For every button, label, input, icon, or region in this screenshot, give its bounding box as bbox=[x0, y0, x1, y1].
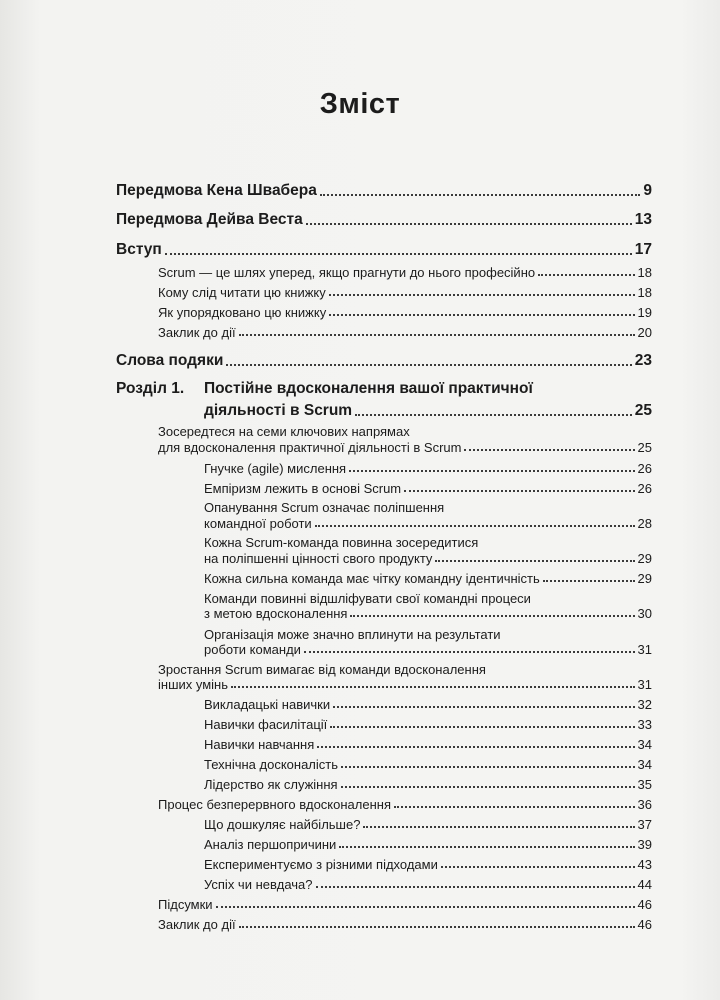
toc-page-number: 13 bbox=[634, 211, 652, 228]
toc-entry-growing-scrum bbox=[158, 677, 652, 692]
toc-page-number: 33 bbox=[637, 717, 652, 732]
toc-page-number: 36 bbox=[637, 797, 652, 812]
toc-entry-text: Підсумки bbox=[158, 897, 213, 912]
toc-entry-text: Передмова Дейва Веста bbox=[116, 211, 303, 228]
toc-entry-text-line2: роботи команди bbox=[204, 642, 301, 657]
toc-page-number: 44 bbox=[637, 877, 652, 892]
toc-entry-facilitation-skills bbox=[204, 717, 652, 732]
leader-dots bbox=[329, 294, 635, 296]
toc-page-number: 46 bbox=[637, 897, 652, 912]
leader-dots bbox=[341, 786, 635, 788]
toc-entry-text-line2: командної роботи bbox=[204, 516, 312, 531]
toc-entry-organization-impact bbox=[204, 642, 652, 657]
toc-page-number: 32 bbox=[637, 697, 652, 712]
toc-entry-text-line1: Організація може значно вплинути на результати bbox=[204, 627, 501, 642]
toc-page-number: 18 bbox=[637, 285, 652, 300]
toc-entry-teaching-skills bbox=[204, 697, 652, 712]
leader-dots bbox=[339, 846, 634, 848]
toc-entry-text: Заклик до дії bbox=[158, 325, 236, 340]
chapter-label: Розділ 1. bbox=[116, 380, 185, 397]
leader-dots bbox=[363, 826, 634, 828]
toc-page-number: 31 bbox=[637, 677, 652, 692]
toc-entry-text-line1: Кожна Scrum-команда повинна зосередитися bbox=[204, 535, 479, 550]
toc-entry-text-line2: інших умінь bbox=[158, 677, 229, 692]
toc-page-number: 18 bbox=[637, 265, 652, 280]
leader-dots bbox=[341, 766, 635, 768]
toc-entry-text-line1: Опанування Scrum означає поліпшення bbox=[204, 500, 445, 515]
leader-dots bbox=[226, 364, 631, 366]
toc-page-number: 23 bbox=[634, 352, 652, 369]
toc-page-number: 19 bbox=[637, 305, 652, 320]
toc-page-number: 37 bbox=[637, 817, 652, 832]
toc-entry-text: Що дошкуляє найбільше? bbox=[204, 817, 361, 832]
toc-entry-text: Успіх чи невдача? bbox=[204, 877, 313, 892]
toc-entry-who-should-read bbox=[158, 285, 652, 300]
toc-entry-text: Гнучке (agile) мислення bbox=[204, 461, 347, 476]
toc-entry-text-line2: для вдосконалення практичної діяльності в Scrum bbox=[158, 440, 462, 455]
toc-entry-teamwork bbox=[204, 516, 652, 531]
toc-entry-text: Scrum — це шлях уперед, якщо прагнути до нього професійно bbox=[158, 265, 536, 280]
toc-entry-agile-mindset bbox=[204, 461, 652, 476]
toc-entry-empiricism bbox=[204, 481, 652, 496]
toc-page-number: 9 bbox=[643, 182, 652, 199]
chapter-title-line1: Постійне вдосконалення вашої практичної bbox=[204, 380, 533, 397]
toc-entry-text-line2: з метою вдосконалення bbox=[204, 606, 348, 621]
leader-dots bbox=[329, 314, 634, 316]
leader-dots bbox=[216, 906, 635, 908]
toc-page-number: 28 bbox=[637, 516, 652, 531]
toc-entry-root-cause bbox=[204, 837, 652, 852]
toc-entry-text: Заклик до дії bbox=[158, 917, 236, 932]
leader-dots bbox=[404, 490, 634, 492]
toc-entry-success-or-failure bbox=[204, 877, 652, 892]
toc-entry-text: Експериментуємо з різними підходами bbox=[204, 857, 438, 872]
toc-page-number: 20 bbox=[637, 325, 652, 340]
toc-entry-text-line2: на поліпшенні цінності свого продукту bbox=[204, 551, 433, 566]
toc-entry-continuous-improvement bbox=[158, 797, 652, 812]
toc-page-number: 26 bbox=[637, 481, 652, 496]
toc-entry-text: Кожна сильна команда має чітку командну ідентичність bbox=[204, 571, 540, 586]
toc-entry-seven-areas bbox=[158, 440, 652, 455]
leader-dots bbox=[333, 706, 634, 708]
toc-page-number: 34 bbox=[637, 737, 652, 752]
leader-dots bbox=[239, 334, 635, 336]
toc-page-number: 17 bbox=[634, 241, 652, 258]
toc-entry-foreword-west bbox=[116, 211, 652, 229]
toc-page-number: 46 bbox=[637, 917, 652, 932]
leader-dots bbox=[330, 726, 634, 728]
toc-entry-text: Слова подяки bbox=[116, 352, 224, 369]
toc-page-number: 35 bbox=[637, 777, 652, 792]
leader-dots bbox=[165, 253, 632, 255]
toc-page-number: 43 bbox=[637, 857, 652, 872]
leader-dots bbox=[441, 866, 635, 868]
toc-entry-text: Аналіз першопричини bbox=[204, 837, 337, 852]
toc-entry-text: Навички фасилітації bbox=[204, 717, 328, 732]
toc-entry-team-identity bbox=[204, 571, 652, 586]
leader-dots bbox=[239, 926, 635, 928]
toc-entry-technical-excellence bbox=[204, 757, 652, 772]
leader-dots bbox=[304, 651, 635, 653]
toc-entry-text: Навички навчання bbox=[204, 737, 315, 752]
toc-entry-acknowledgments bbox=[116, 352, 652, 370]
toc-entry-servant-leadership bbox=[204, 777, 652, 792]
toc-page-number: 31 bbox=[637, 642, 652, 657]
leader-dots bbox=[316, 886, 635, 888]
toc-entry-book-organization bbox=[158, 305, 652, 320]
leader-dots bbox=[306, 223, 632, 225]
toc-entry-text: Вступ bbox=[116, 241, 162, 258]
leader-dots bbox=[315, 525, 635, 527]
toc-entry-text: Лідерство як служіння bbox=[204, 777, 338, 792]
toc-entry-introduction bbox=[116, 241, 652, 259]
toc-entry-team-processes bbox=[204, 606, 652, 621]
toc-page-number: 29 bbox=[637, 551, 652, 566]
leader-dots bbox=[317, 746, 634, 748]
leader-dots bbox=[349, 470, 634, 472]
toc-entry-text-line1: Зростання Scrum вимагає від команди вдосконалення bbox=[158, 662, 486, 677]
toc-entry-call-to-action-intro bbox=[158, 325, 652, 340]
toc-page-number: 30 bbox=[637, 606, 652, 621]
toc-entry-text-line1: Команди повинні відшліфувати свої командні процеси bbox=[204, 591, 531, 606]
toc-entry-text: Кому слід читати цю книжку bbox=[158, 285, 326, 300]
toc-page-number: 26 bbox=[637, 461, 652, 476]
toc-page-number: 25 bbox=[637, 440, 652, 455]
toc-page-number: 29 bbox=[637, 571, 652, 586]
leader-dots bbox=[543, 580, 635, 582]
toc-entry-summary bbox=[158, 897, 652, 912]
chapter-title-line2: діяльності в Scrum bbox=[204, 402, 353, 419]
leader-dots bbox=[464, 449, 634, 451]
leader-dots bbox=[320, 194, 641, 196]
toc-entry-text: Процес безперервного вдосконалення bbox=[158, 797, 391, 812]
toc-entry-chapter1 bbox=[204, 402, 652, 420]
toc-entry-experiments bbox=[204, 857, 652, 872]
toc-entry-call-to-action bbox=[158, 917, 652, 932]
leader-dots bbox=[538, 274, 634, 276]
leader-dots bbox=[350, 615, 634, 617]
toc-entry-text-line1: Зосередтеся на семи ключових напрямах bbox=[158, 424, 410, 439]
leader-dots bbox=[435, 560, 634, 562]
toc-page-number: 34 bbox=[637, 757, 652, 772]
leader-dots bbox=[394, 806, 635, 808]
leader-dots bbox=[355, 414, 632, 416]
toc-entry-text: Як упорядковано цю книжку bbox=[158, 305, 327, 320]
leader-dots bbox=[231, 686, 635, 688]
toc-entry-learning-skills bbox=[204, 737, 652, 752]
toc-entry-biggest-pain bbox=[204, 817, 652, 832]
toc-entry-text: Передмова Кена Швабера bbox=[116, 182, 317, 199]
toc-entry-text: Викладацькі навички bbox=[204, 697, 331, 712]
toc-entry-foreword-schwaber bbox=[116, 182, 652, 200]
toc-entry-scrum-way-forward bbox=[158, 265, 652, 280]
toc-entry-text: Емпіризм лежить в основі Scrum bbox=[204, 481, 402, 496]
toc-page-number: 39 bbox=[637, 837, 652, 852]
toc-entry-text: Технічна досконалість bbox=[204, 757, 339, 772]
toc-entry-product-value bbox=[204, 551, 652, 566]
page-title: Зміст bbox=[319, 88, 401, 120]
toc-page-number: 25 bbox=[634, 402, 652, 419]
